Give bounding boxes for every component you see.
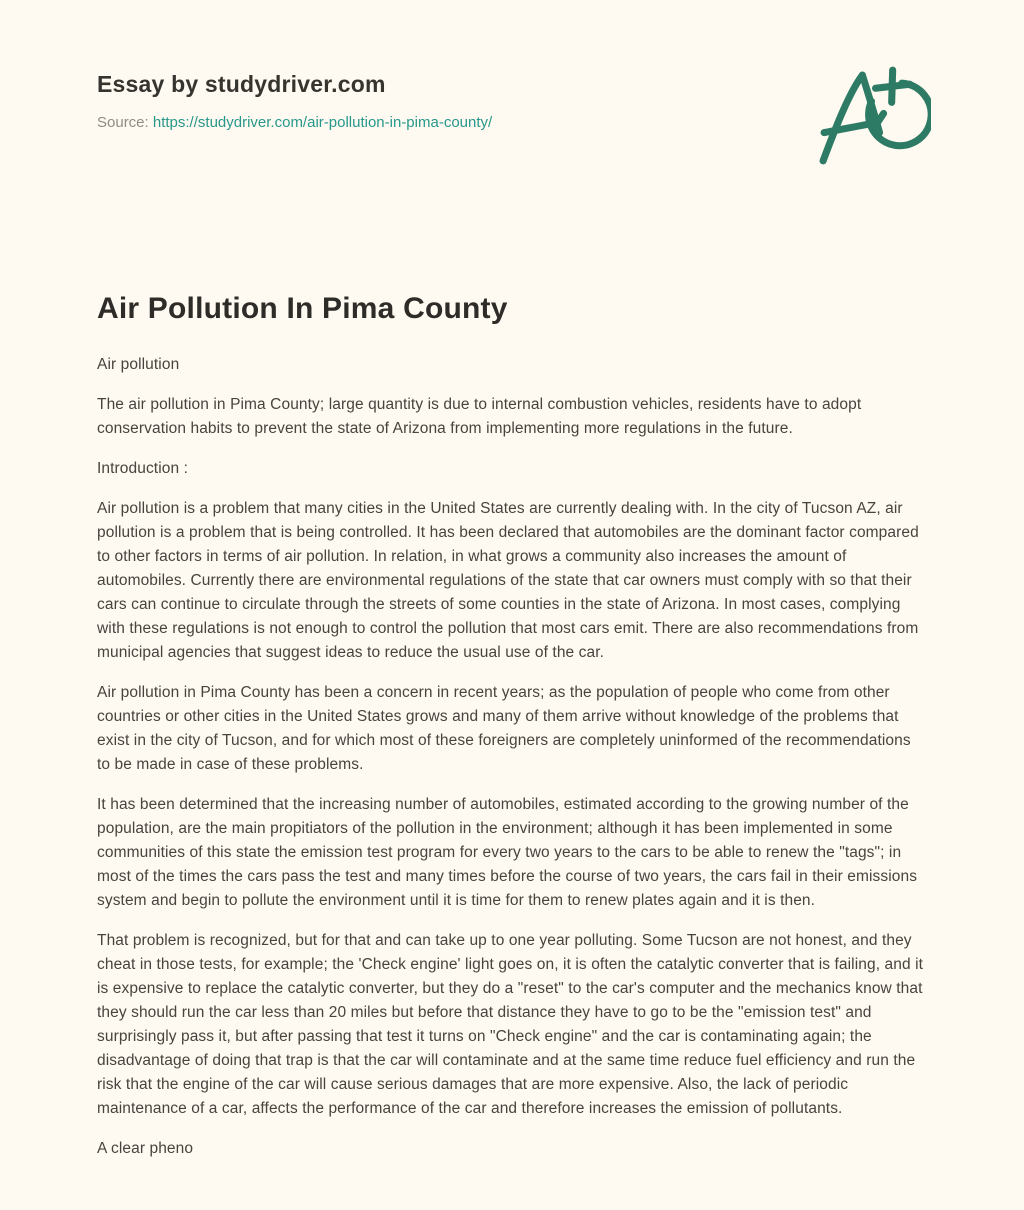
essay-paragraph: Air pollution in Pima County has been a concern in recent years; as the population of people who come from other countries or other cities in the United States grows and many of them arrive without knowledge of the problems that exist in the city of Tucson, and for which most of these foreigners are completely uninformed of the recommendations to be made in case of these problems.: [97, 684, 911, 773]
header-text-block: [97, 70, 492, 132]
essay-paragraph: Introduction :: [97, 460, 189, 477]
studydriver-a-plus-logo-icon: [815, 64, 931, 175]
source-label: Source:: [97, 114, 149, 131]
essay-byline: Essay by studydriver.com: [97, 71, 386, 97]
essay-paragraph: A clear pheno: [97, 1140, 194, 1157]
essay-paragraph: The air pollution in Pima County; large quantity is due to internal combustion vehicles, residents have to adopt conservation habits to prevent the state of Arizona from implementing more regulations in the future.: [97, 396, 862, 437]
source-url-link[interactable]: https://studydriver.com/air-pollution-in-pima-county/: [152, 114, 493, 131]
essay-paragraph: Air pollution: [97, 356, 180, 373]
essay-paragraph: Air pollution is a problem that many cities in the United States are currently dealing with. In the city of Tucson AZ, air pollution is a problem that is being controlled. It has been declared that automobiles are the dominant factor compared to other factors in terms of air pollution. In relation, in what grows a community also increases the amount of automobiles. Currently there are environmental regulations of the state that car owners must comply with so that their cars can continue to circulate through the streets of some counties in the state of Arizona. In most cases, complying with these regulations is not enough to control the pollution that most cars emit. There are also recommendations from municipal agencies that suggest ideas to reduce the usual use of the car.: [97, 500, 919, 661]
essay-title: Air Pollution In Pima County: [97, 292, 508, 325]
essay-paragraph: That problem is recognized, but for that and can take up to one year polluting. Some Tucson are not honest, and they cheat in those tests, for example; the 'Check engine' light goes on, it is often the catalytic converter that is failing, and it is expensive to replace the catalytic converter, but they do a "reset" to the car's computer and the mechanics know that they should run the car less than 20 miles but before that distance they have to go to be the "emission test" and surprisingly pass it, but after passing that test it turns on "Check engine" and the car is contaminating again; the disadvantage of doing that trap is that the car will contaminate and at the same time reduce fuel efficiency and run the risk that the engine of the car will cause serious damages that are more expensive. Also, the lack of periodic maintenance of a car, affects the performance of the car and therefore increases the emission of pollutants.: [97, 932, 924, 1117]
essay-body: [97, 353, 925, 1161]
source-line: [97, 113, 492, 132]
page-header: [97, 70, 925, 175]
essay-paragraph: It has been determined that the increasing number of automobiles, estimated according to the growing number of the population, are the main propitiators of the pollution in the environment; although it has been implemented in some communities of this state the emission test program for every two years to the cars to be able to renew the "tags"; in most of the times the cars pass the test and many times before the course of two years, the cars fail in their emissions system and begin to pollute the environment until it is time for them to renew plates again and it is then.: [97, 796, 918, 909]
